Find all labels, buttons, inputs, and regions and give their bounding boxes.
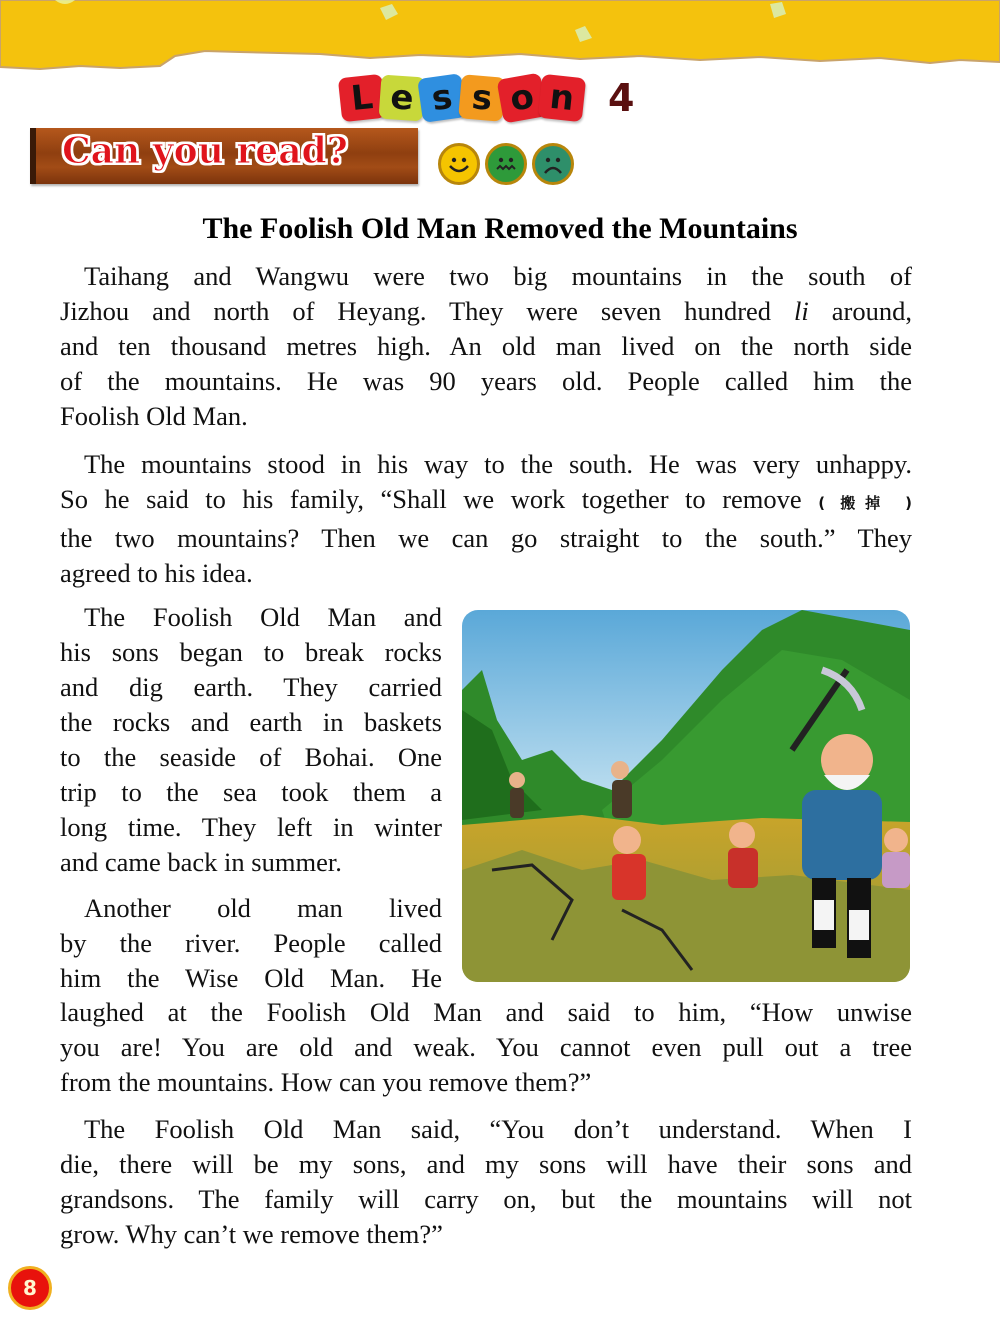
smiley-face-icon[interactable]	[438, 143, 480, 185]
wavy-mouth-face-icon[interactable]	[485, 143, 527, 185]
lesson-letter: L	[349, 76, 375, 120]
paragraph-5	[60, 1112, 912, 1252]
text-span: So he said to his family, “Shall we work together to remove	[60, 484, 802, 514]
text-line: Taihang and Wangwu were two big mountains in the south of	[84, 261, 912, 291]
section-label-board	[30, 128, 418, 184]
page-number: 8	[23, 1276, 37, 1300]
paragraph-2	[60, 447, 912, 591]
text-line: Another old man lived	[84, 893, 442, 923]
text-line: by the river. People called	[60, 928, 442, 958]
text-line: The Foolish Old Man and	[84, 602, 442, 632]
text-line: trip to the sea took them a	[60, 777, 442, 807]
text-line: die, there will be my sons, and my sons will have their sons and	[60, 1149, 912, 1179]
text-line: from the mountains. How can you remove them?”	[60, 1067, 592, 1097]
self-assessment-faces	[438, 143, 574, 185]
text-line: the rocks and earth in baskets	[60, 707, 442, 737]
paragraph-3	[60, 600, 442, 880]
text-line: his sons began to break rocks	[60, 637, 442, 667]
lesson-letter: e	[389, 77, 415, 119]
text-line: of the mountains. He was 90 years old. People called him the	[60, 366, 912, 396]
lesson-tile	[538, 74, 586, 122]
story-title: The Foolish Old Man Removed the Mountains	[202, 212, 798, 245]
text-line: the two mountains? Then we can go straight to the south.” They	[60, 523, 912, 553]
text-line: to the seaside of Bohai. One	[60, 742, 442, 772]
text-line: laughed at the Foolish Old Man and said to him, “How unwise	[60, 997, 912, 1027]
sad-face-icon[interactable]	[532, 143, 574, 185]
text-line: agreed to his idea.	[60, 558, 253, 588]
lesson-letter: n	[547, 76, 577, 120]
text-line: The mountains stood in his way to the south. He was very unhappy.	[84, 449, 912, 479]
text-line: and ten thousand metres high. An old man lived on the north side	[60, 331, 912, 361]
text-line: and dig earth. They carried	[60, 672, 442, 702]
paragraph-4-bottom	[60, 995, 912, 1100]
chinese-gloss: ( 搬掉 )	[818, 494, 913, 512]
italic-term: li	[794, 296, 809, 326]
lesson-heading	[340, 68, 634, 128]
lesson-number: 4	[608, 76, 635, 120]
text-line: long time. They left in winter	[60, 812, 442, 842]
text-line: and came back in summer.	[60, 847, 342, 877]
text-line	[60, 482, 912, 521]
text-line: grandsons. The family will carry on, but the mountains will not	[60, 1184, 912, 1214]
paragraph-1	[60, 259, 912, 434]
lesson-letter: o	[507, 76, 537, 120]
text-line: grow. Why can’t we remove them?”	[60, 1219, 443, 1249]
story-illustration	[462, 610, 910, 982]
lesson-letter: s	[470, 77, 494, 119]
text-span: around,	[808, 296, 912, 326]
text-line: Foolish Old Man.	[60, 401, 248, 431]
text-line: him the Wise Old Man. He	[60, 963, 442, 993]
section-label: Can you read?	[62, 130, 348, 172]
text-line: you are! You are old and weak. You cannot even pull out a tree	[60, 1032, 912, 1062]
text-span: Jizhou and north of Heyang. They were seven hundred	[60, 296, 795, 326]
page-number-badge	[8, 1266, 52, 1310]
text-line	[60, 294, 912, 329]
paragraph-4-top	[60, 891, 442, 996]
lesson-letter: s	[429, 76, 455, 120]
text-line: The Foolish Old Man said, “You don’t understand. When I	[84, 1114, 912, 1144]
